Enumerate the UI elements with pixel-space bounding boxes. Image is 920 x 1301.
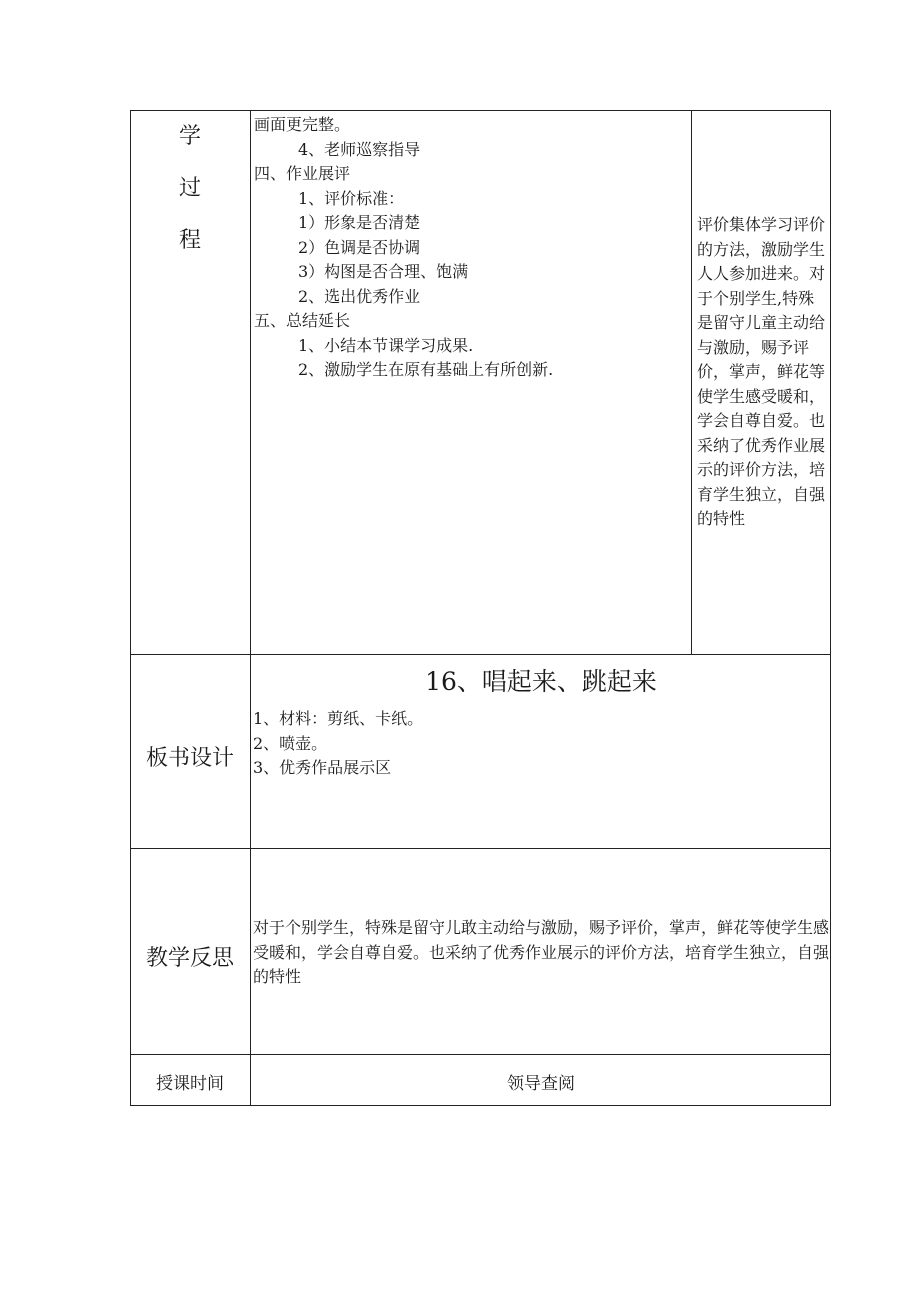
process-line: 四、作业展评	[254, 164, 351, 183]
label-column-divider	[250, 110, 251, 1106]
board-items	[253, 707, 423, 781]
process-label	[130, 115, 250, 263]
leader-review-label: 领导查阅	[507, 1074, 575, 1094]
process-line: 1、小结本节课学习成果.	[298, 335, 474, 355]
table-border-right	[830, 110, 831, 1106]
board-title: 16、唱起来、跳起来	[425, 667, 657, 696]
process-line: 画面更完整。	[254, 115, 351, 134]
process-line: 1、评价标准：	[298, 188, 405, 208]
board-design-label: 板书设计	[145, 746, 234, 771]
process-note: 评价集体学习评价的方法，激励学生人人参加进来。对于个别学生,特殊是留守儿童主动给与激励，赐予评价，掌声，鲜花等使学生感受暖和，学会自尊自爱。也采纳了优秀作业展示的评价方法，培育学生独立，自强的特性	[697, 215, 826, 528]
row-divider-reflection-footer	[130, 1054, 831, 1055]
board-item: 2、喷壶。	[253, 733, 328, 753]
process-label-char: 程	[178, 228, 201, 253]
process-line: 2）色调是否协调	[298, 237, 421, 257]
process-label-char: 学	[178, 124, 201, 149]
process-line: 4、老师巡察指导	[298, 139, 421, 159]
table-border-top	[130, 110, 831, 111]
process-line: 五、总结延长	[254, 311, 351, 330]
process-line: 2、选出优秀作业	[298, 286, 421, 306]
board-item: 3、优秀作品展示区	[253, 758, 392, 777]
row-divider-process-board	[130, 654, 831, 655]
process-line: 1）形象是否清楚	[298, 213, 421, 232]
process-content	[254, 113, 689, 383]
row-divider-board-reflection	[130, 848, 831, 849]
teaching-time-label: 授课时间	[156, 1074, 224, 1094]
note-column-divider	[691, 110, 692, 655]
table-border-bottom	[130, 1105, 831, 1106]
reflection-text: 对于个别学生，特殊是留守儿敢主动给与激励，赐予评价，掌声，鲜花等使学生感受暖和，学会自尊自爱。也采纳了优秀作业展示的评价方法，培育学生独立，自强的特性	[253, 918, 830, 986]
process-line: 3）构图是否合理、饱满	[298, 262, 469, 281]
process-line: 2、激励学生在原有基础上有所创新.	[298, 360, 554, 379]
process-label-char: 过	[178, 176, 201, 201]
board-item: 1、材料：剪纸、卡纸。	[253, 709, 424, 728]
reflection-label: 教学反思	[145, 946, 234, 971]
